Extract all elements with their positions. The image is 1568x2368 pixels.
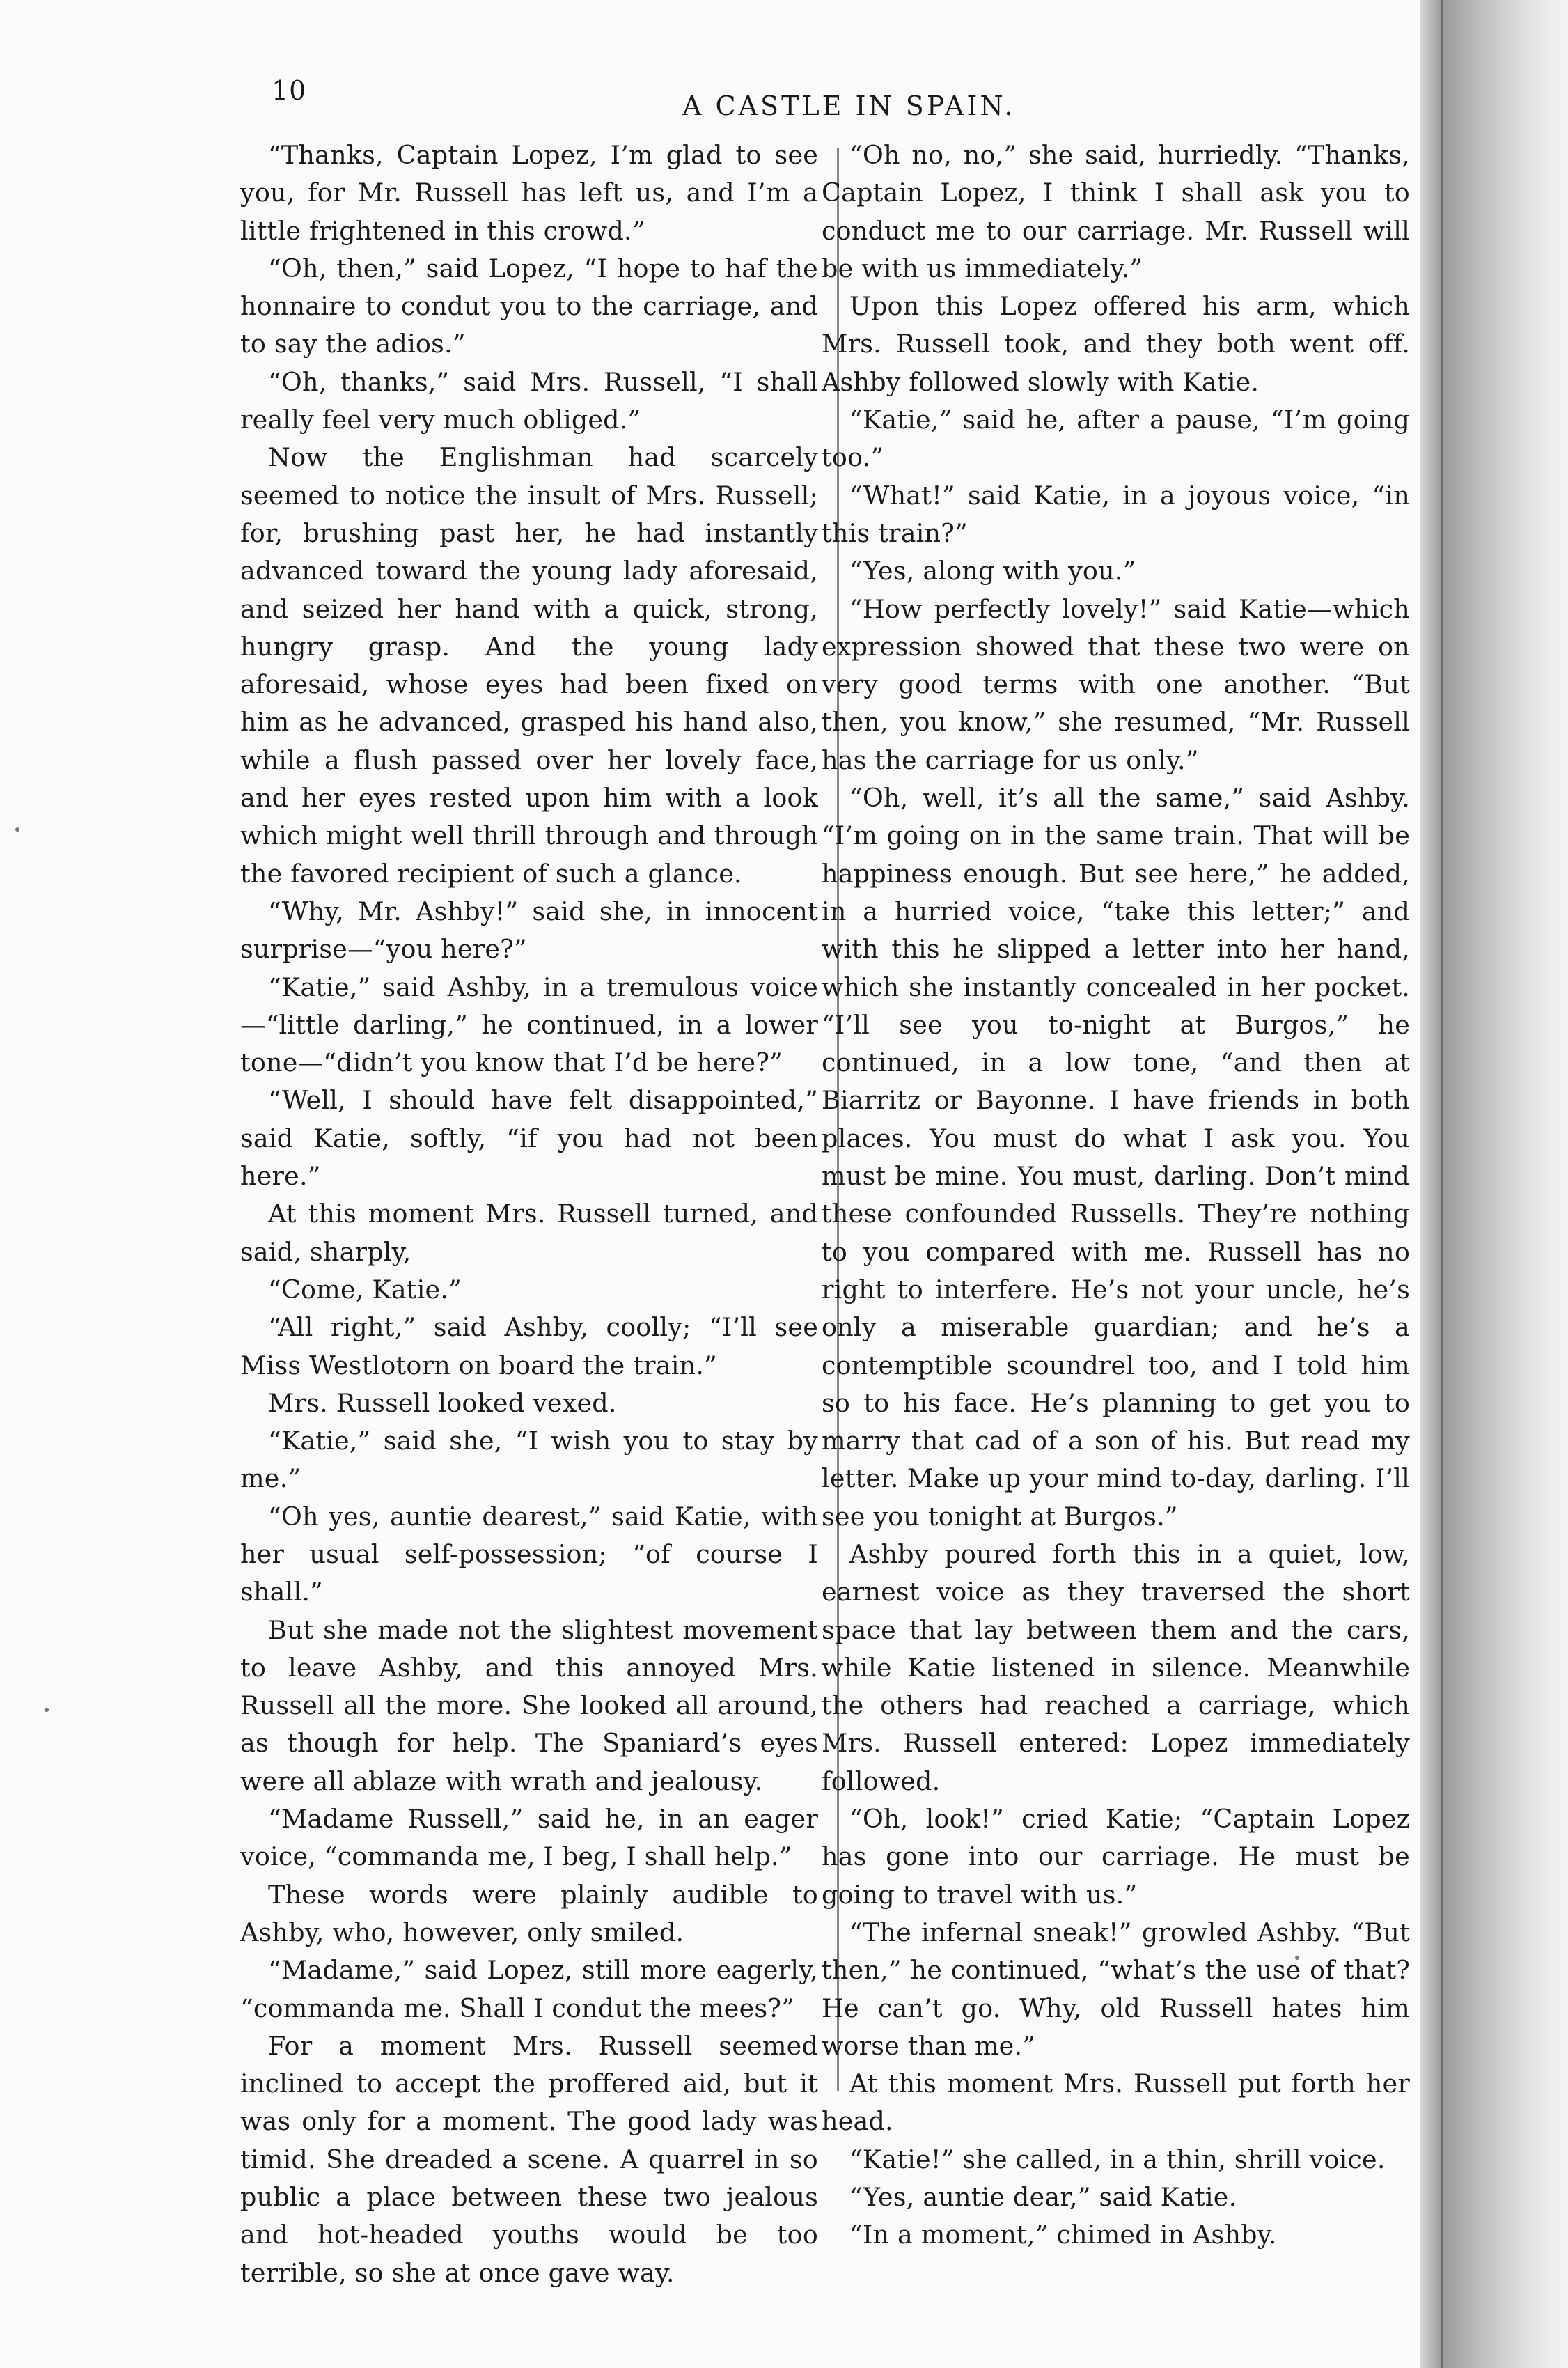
paragraph: But she made not the slightest movement to leave Ashby, and this annoyed Mrs. Russell all the more. She looked all around, as though for help. The Spaniard’s eyes were all ablaze with wrath and jealousy. bbox=[240, 1614, 818, 1796]
paragraph: “Oh no, no,” she said, hurriedly. “Thanks, Captain Lopez, I think I shall ask you to conduct me to our carriage. Mr. Russell will be with us immediately.” bbox=[822, 140, 1410, 283]
paragraph: “Yes, along with you.” bbox=[849, 556, 1136, 586]
running-title: A CASTLE IN SPAIN. bbox=[682, 91, 1016, 121]
paragraph: Now the Englishman had scarcely seemed to notice the insult of Mrs. Russell; for, brushing past her, he had instantly advanced toward the young lady aforesaid, and seized her hand with a quick, strong, hungry grasp. And the young lady aforesaid, whose eyes had been fixed on him as he advanced, grasped his hand also, while a flush passed over her lovely face, and her eyes rested upon him with a look which might well thrill through and through the favored recipient of such a glance. bbox=[240, 442, 818, 889]
paragraph: “Why, Mr. Ashby!” said she, in innocent surprise—“you here?” bbox=[240, 896, 818, 965]
paragraph: “Oh, then,” said Lopez, “I hope to haf the honnaire to condut you to the carriage, and to say the adios.” bbox=[240, 253, 818, 359]
paragraph: “How perfectly lovely!” said Katie—which expression showed that these two were on very good terms with one another. “But then, you know,” she resumed, “Mr. Russell has the carriage for us only.” bbox=[822, 593, 1410, 775]
paragraph: “Well, I should have felt disappointed,” said Katie, softly, “if you had not been here.” bbox=[240, 1085, 818, 1192]
scan-speck bbox=[45, 1708, 49, 1712]
scan-speck bbox=[15, 827, 19, 832]
paragraph: “Oh, look!” cried Katie; “Captain Lopez has gone into our carriage. He must be going to travel with us.” bbox=[822, 1804, 1410, 1910]
paragraph: “Oh, thanks,” said Mrs. Russell, “I shall really feel very much obliged.” bbox=[240, 366, 818, 435]
paragraph: “Thanks, Captain Lopez, I’m glad to see you, for Mr. Russell has left us, and I’m a little frightened in this crowd.” bbox=[240, 140, 818, 246]
left-column bbox=[240, 137, 818, 2292]
paragraph: Ashby poured forth this in a quiet, low, earnest voice as they traversed the short space that lay between them and the cars, while Katie listened in silence. Meanwhile the others had reached a carriage, which Mrs. Russell entered: Lopez immediately followed. bbox=[822, 1539, 1410, 1796]
paragraph: “Katie!” she called, in a thin, shrill voice. bbox=[849, 2144, 1386, 2174]
paragraph: These words were plainly audible to Ashby, who, however, only smiled. bbox=[240, 1879, 818, 1947]
page-number: 10 bbox=[272, 75, 307, 106]
page-gutter-edge bbox=[1441, 0, 1443, 2368]
paragraph: Upon this Lopez offered his arm, which Mrs. Russell took, and they both went off. Ashby followed slowly with Katie. bbox=[822, 291, 1410, 397]
paragraph: At this moment Mrs. Russell put forth her head. bbox=[822, 2069, 1410, 2137]
paragraph: At this moment Mrs. Russell turned, and said, sharply, bbox=[240, 1199, 818, 1267]
paragraph: “Katie,” said she, “I wish you to stay by me.” bbox=[240, 1426, 818, 1494]
paragraph: “All right,” said Ashby, coolly; “I’ll see Miss Westlotorn on board the train.” bbox=[240, 1312, 818, 1380]
paragraph: “Madame,” said Lopez, still more eagerly, “commanda me. Shall I condut the mees?” bbox=[240, 1955, 818, 2023]
right-column bbox=[822, 137, 1410, 2254]
paragraph: For a moment Mrs. Russell seemed inclined to accept the proffered aid, but it was only for a moment. The good lady was timid. She dreaded a scene. A quarrel in so public a place between these two jealous and hot-headed youths would be too terrible, so she at once gave way. bbox=[240, 2030, 818, 2288]
paragraph: “Oh yes, auntie dearest,” said Katie, with her usual self-possession; “of course I shall.” bbox=[240, 1501, 818, 1607]
paragraph: “The infernal sneak!” growled Ashby. “But then,” he continued, “what’s the use of that? He can’t go. Why, old Russell hates him worse than me.” bbox=[822, 1917, 1410, 2061]
paragraph: “Yes, auntie dear,” said Katie. bbox=[849, 2182, 1237, 2213]
paragraph: “Katie,” said Ashby, in a tremulous voice —“little darling,” he continued, in a lower tone—“didn’t you know that I’d be here?” bbox=[240, 972, 818, 1078]
paragraph: “What!” said Katie, in a joyous voice, “in this train?” bbox=[822, 480, 1410, 548]
paragraph: “Madame Russell,” said he, in an eager voice, “commanda me, I beg, I shall help.” bbox=[240, 1804, 818, 1872]
paragraph: Mrs. Russell looked vexed. bbox=[268, 1387, 617, 1418]
paragraph: “Oh, well, it’s all the same,” said Ashby. “I’m going on in the same train. That will be happiness enough. But see here,” he added, in a hurried voice, “take this letter;” and with this he slipped a letter into her hand, which she instantly concealed in her pocket. “I’ll see you to-night at Burgos,” he continued, in a low tone, “and then at Biarritz or Bayonne. I have friends in both places. You must do what I ask you. You must be mine. You must, darling. Don’t mind these confounded Russells. They’re nothing to you compared with me. Russell has no right to interfere. He’s not your uncle, he’s only a miserable guardian; and he’s a contemptible scoundrel too, and I told him so to his face. He’s planning to get you to marry that cad of a son of his. But read my letter. Make up your mind to-day, darling. I’ll see you tonight at Burgos.” bbox=[822, 783, 1410, 1532]
paragraph: “Katie,” said he, after a pause, “I’m going too.” bbox=[822, 405, 1410, 473]
paragraph: “Come, Katie.” bbox=[268, 1274, 462, 1304]
paragraph: “In a moment,” chimed in Ashby. bbox=[849, 2220, 1277, 2250]
